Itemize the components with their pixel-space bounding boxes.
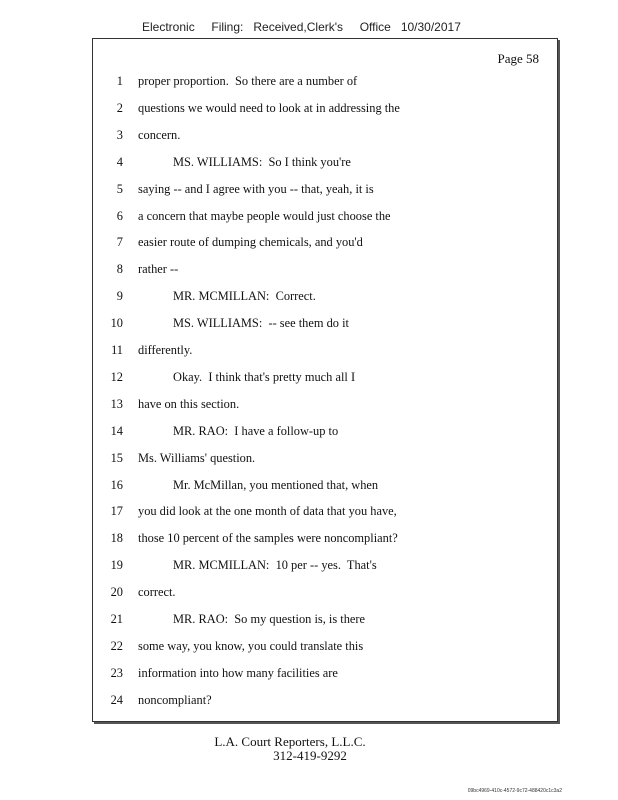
transcript-line [93,451,557,471]
transcript-line [93,397,557,417]
line-number: 7 [116,235,123,250]
transcript-line [93,316,557,336]
line-text: MR. MCMILLAN: Correct. [173,289,316,304]
line-number: 20 [110,585,123,600]
line-text: Mr. McMillan, you mentioned that, when [173,477,379,492]
line-text: differently. [138,343,193,357]
page-number: Page 58 [497,51,539,66]
line-text: have on this section. [138,396,240,411]
line-number: 16 [110,477,123,492]
transcript-page [92,38,558,722]
transcript-line [93,504,557,524]
line-text: a concern that maybe people would just choose the [138,208,391,223]
transcript-line [93,289,557,309]
transcript-line [93,666,557,686]
line-number: 13 [110,396,123,411]
filing-stamp: Electronic Filing: Received,Clerk's Office 10/30/2017 [142,20,461,34]
line-text: rather -- [138,262,179,277]
line-number: 8 [116,262,123,277]
line-text: MS. WILLIAMS: So I think you're [173,154,351,169]
line-text: information into how many facilities are [138,665,338,680]
line-number: 23 [110,665,123,680]
transcript-line [93,531,557,551]
line-number: 14 [110,423,123,438]
transcript-line [93,693,557,713]
transcript-line [93,478,557,498]
transcript-line [93,262,557,282]
line-text: you did look at the one month of data that you have, [138,504,397,519]
line-text: MR. RAO: I have a follow-up to [173,423,339,438]
line-number: 9 [116,289,123,304]
transcript-line [93,370,557,390]
transcript-line [93,128,557,148]
transcript-line [93,585,557,605]
line-number: 1 [116,74,123,88]
transcript-line [93,558,557,578]
transcript-line [93,155,557,175]
transcript-line [93,235,557,255]
transcript-line [93,424,557,444]
line-text: saying -- and I agree with you -- that, yeah, it is [138,181,374,196]
line-text: noncompliant? [138,692,212,707]
line-number: 6 [116,208,123,223]
line-number: 18 [110,531,123,546]
line-number: 21 [110,612,123,626]
line-text: MS. WILLIAMS: -- see them do it [173,316,349,331]
line-number: 15 [110,450,123,465]
line-text: some way, you know, you could translate this [138,638,364,653]
transcript-line [93,101,557,121]
document-hash: 09bc4969-410c-4572-9c72-488420c1c3a2 [467,788,562,794]
line-number: 5 [116,181,123,196]
line-text: concern. [138,127,181,142]
line-text: correct. [138,585,176,600]
line-text: MR. RAO: So my question is, is there [173,612,366,626]
transcript-line [93,612,557,632]
line-number: 2 [116,100,123,115]
transcript-line [93,209,557,229]
line-number: 4 [116,154,123,169]
line-number: 22 [110,638,123,653]
line-text: questions we would need to look at in addressing the [138,100,400,115]
line-number: 3 [116,127,123,142]
line-text: easier route of dumping chemicals, and you'd [138,235,363,250]
line-number: 10 [110,316,123,331]
line-text: MR. MCMILLAN: 10 per -- yes. That's [173,558,377,573]
line-number: 12 [110,369,123,384]
line-text: Ms. Williams' question. [138,450,256,465]
line-number: 11 [111,343,123,357]
court-reporter-firm: L.A. Court Reporters, L.L.C. [214,734,366,749]
transcript-line [93,182,557,202]
line-number: 17 [110,504,123,519]
transcript-line [93,639,557,659]
line-number: 19 [110,558,123,573]
transcript-line [93,343,557,363]
line-number: 24 [110,692,123,707]
line-text: Okay. I think that's pretty much all I [173,369,356,384]
court-reporter-phone: 312-419-9292 [273,748,347,763]
line-text: proper proportion. So there are a number of [138,74,358,88]
line-text: those 10 percent of the samples were noncompliant? [138,531,398,546]
transcript-line [93,74,557,94]
